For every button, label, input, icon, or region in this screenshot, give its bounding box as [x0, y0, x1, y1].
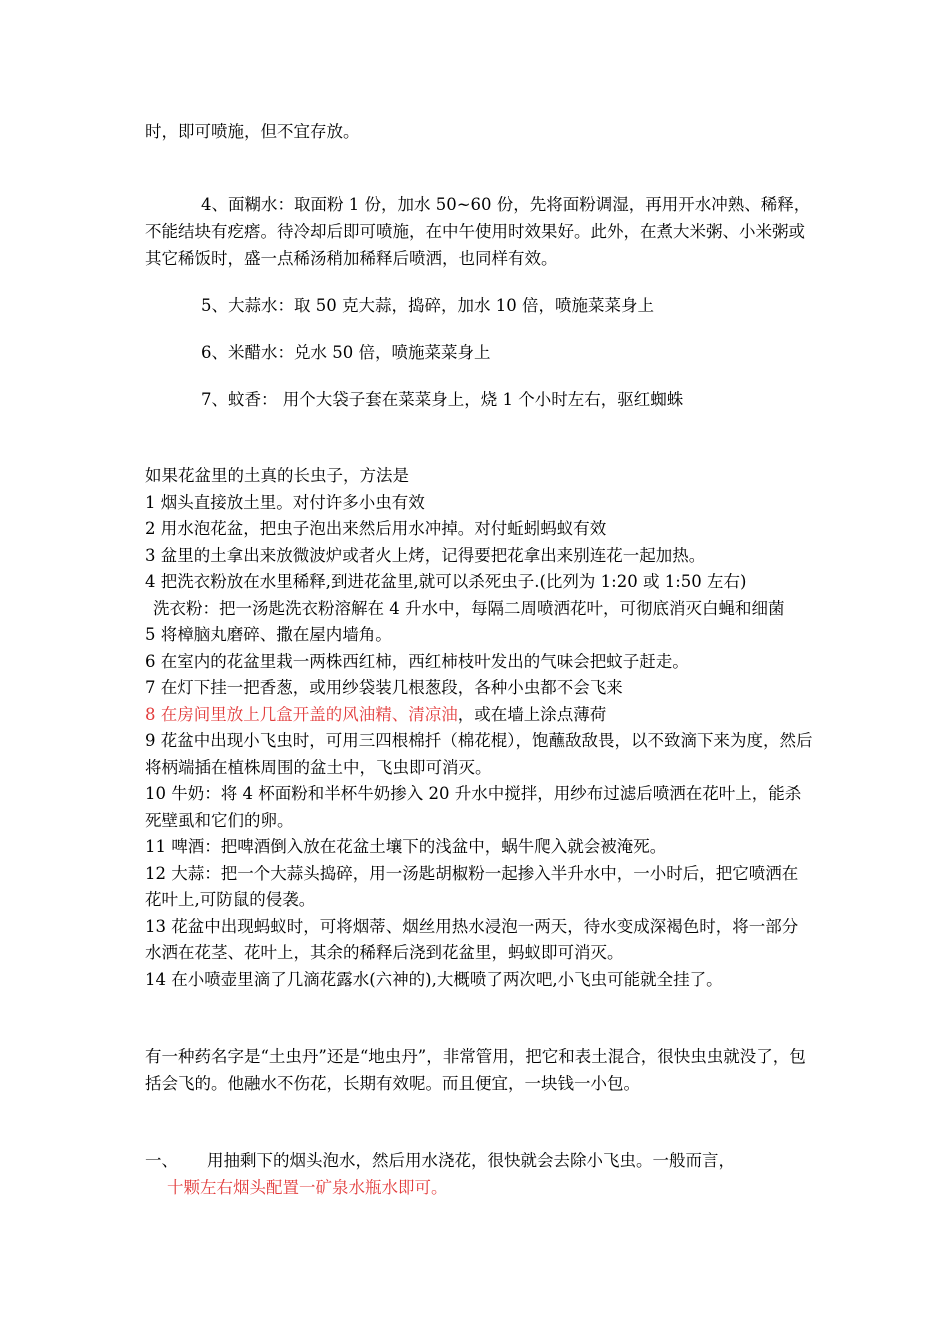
soil-list-item: 11 啤酒：把啤酒倒入放在花盆土壤下的浅盆中，蜗牛爬入就会被淹死。 — [145, 837, 667, 856]
paragraph-medicine: 有一种药名字是“土虫丹”还是“地虫丹”，非常管用，把它和表土混合，很快虫虫就没了，包括会飞的。他融水不伤花，长期有效呢。而且便宜，一块钱一小包。 — [145, 1047, 806, 1093]
item-text-rest: ，或在墙上涂点薄荷 — [457, 704, 607, 724]
soil-list-item: 2 用水泡花盆，把虫子泡出来然后用水冲掉。对付蚯蚓蚂蚁有效 — [145, 519, 607, 538]
soil-list-item: 13 花盆中出现蚂蚁时，可将烟蒂、烟丝用热水浸泡一两天，待水变成深褐色时，将一部分水洒在花茎、花叶上，其余的稀释后浇到花盆里，蚂蚁即可消灭。 — [145, 916, 799, 962]
document-page — [145, 118, 813, 1201]
soil-list-item: 14 在小喷壶里滴了几滴花露水(六神的),大概喷了两次吧,小飞虫可能就全挂了。 — [145, 969, 723, 989]
soil-list-item: 7 在灯下挂一把香葱，或用纱袋装几根葱段，各种小虫都不会飞来 — [145, 678, 623, 697]
soil-list-item-highlighted — [145, 702, 813, 729]
numbered-text: 用抽剩下的烟头泡水，然后用水浇花，很快就会去除小飞虫。一般而言， — [207, 1151, 735, 1170]
numbered-highlighted-text: 十颗左右烟头配置一矿泉水瓶水即可。 — [167, 1178, 448, 1197]
paragraph-item-4: 4、面糊水：取面粉 1 份，加水 50~60 份，先将面粉调湿，再用开水冲熟、稀释，不能结块有疙瘩。待冷却后即可喷施，在中午使用时效果好。此外，在煮大米粥、小米粥或其它稀饭时，盛一点稀汤稍加稀释后喷洒，也同样有效。 — [145, 195, 811, 268]
paragraph-item-7: 7、蚊香： 用个大袋子套在菜菜身上，烧 1 个小时左右，驱红蜘蛛 — [201, 390, 684, 409]
numbered-marker: 一、 — [145, 1151, 178, 1170]
highlighted-text: 8 在房间里放上几盒开盖的风油精、清凉油 — [145, 704, 458, 724]
soil-list-item: 12 大蒜：把一个大蒜头捣碎，用一汤匙胡椒粉一起掺入半升水中，一小时后，把它喷洒在花叶上,可防鼠的侵袭。 — [145, 863, 799, 909]
soil-list-heading: 如果花盆里的土真的长虫子，方法是 — [145, 466, 409, 485]
soil-list-subitem: 洗衣粉：把一汤匙洗衣粉溶解在 4 升水中，每隔二周喷洒花叶，可彻底消灭白蝇和细菌 — [153, 598, 785, 618]
soil-list-item: 1 烟头直接放土里。对付许多小虫有效 — [145, 492, 425, 512]
numbered-item-one — [145, 1147, 813, 1201]
soil-list-item: 10 牛奶：将 4 杯面粉和半杯牛奶掺入 20 升水中搅拌，用纱布过滤后喷洒在花叶上，能杀死壁虱和它们的卵。 — [145, 784, 802, 830]
soil-list-item: 6 在室内的花盆里栽一两株西红柿，西红柿枝叶发出的气味会把蚊子赶走。 — [145, 651, 689, 671]
soil-pest-list — [145, 463, 813, 993]
paragraph-item-6: 6、米醋水：兑水 50 倍，喷施菜菜身上 — [201, 343, 491, 362]
soil-list-item: 4 把洗衣粉放在水里稀释,到进花盆里,就可以杀死虫子.(比列为 1:20 或 1:50 左右) — [145, 572, 747, 591]
paragraph-item-5: 5、大蒜水：取 50 克大蒜，捣碎，加水 10 倍，喷施菜菜身上 — [201, 296, 654, 315]
soil-list-item: 9 花盆中出现小飞虫时，可用三四根棉扦（棉花棍），饱蘸敌敌畏，以不致滴下来为度，然后将柄端插在植株周围的盆土中，飞虫即可消灭。 — [145, 731, 813, 777]
soil-list-item: 5 将樟脑丸磨碎、撒在屋内墙角。 — [145, 625, 392, 644]
soil-list-item: 3 盆里的土拿出来放微波炉或者火上烤，记得要把花拿出来别连花一起加热。 — [145, 545, 706, 565]
numbered-content — [167, 1147, 813, 1201]
paragraph-intro-tail: 时，即可喷施，但不宜存放。 — [145, 122, 360, 141]
